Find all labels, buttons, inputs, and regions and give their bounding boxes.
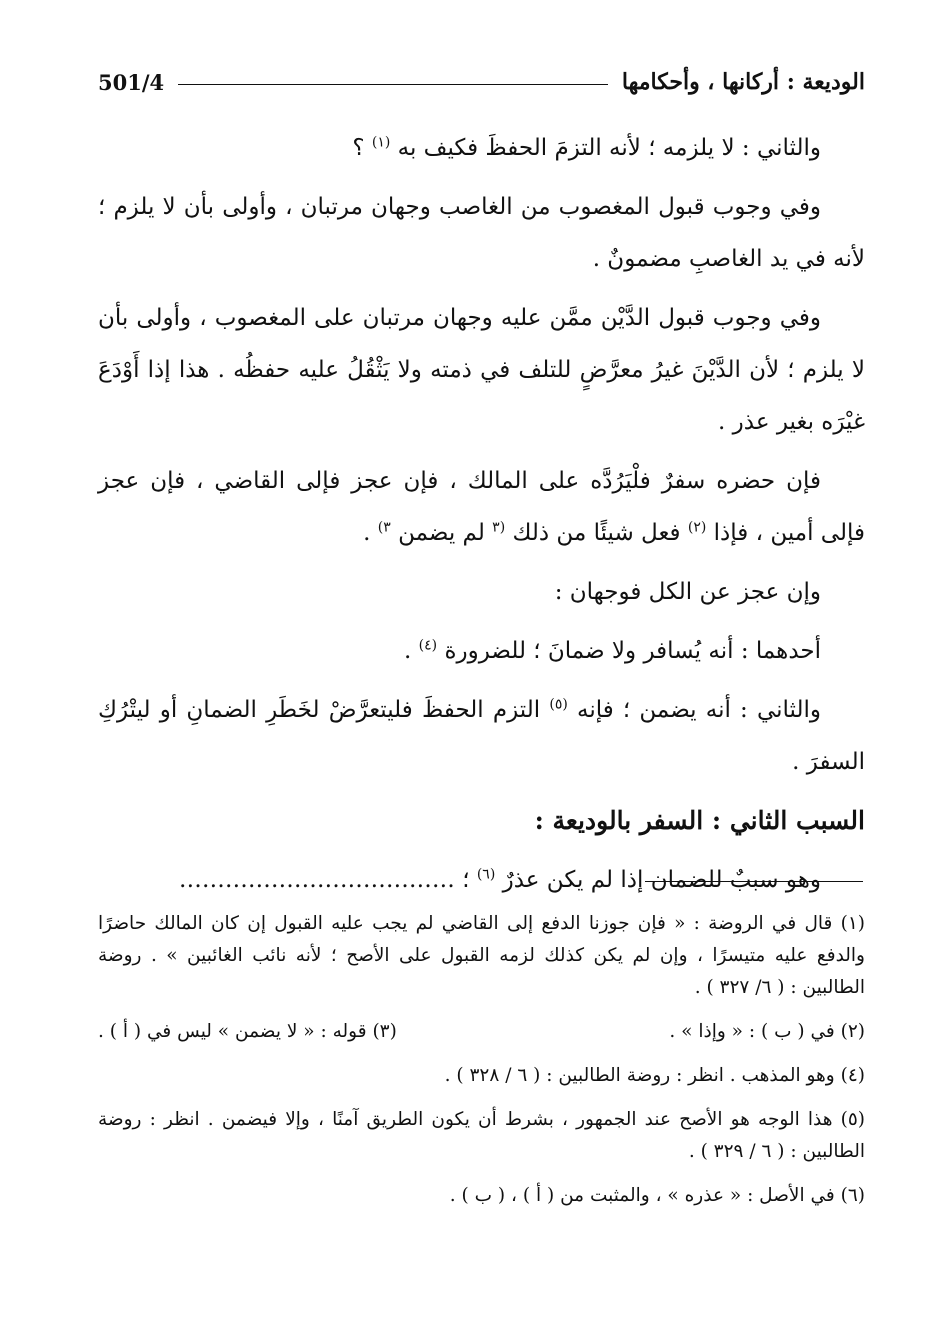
footnote-row-2-3 [98,1016,865,1048]
footnote-2: (٢) في ( ب ) : « وإذا » . [669,1021,865,1042]
footnote-ref-3-close: ٣) [377,519,391,536]
footnote-ref-3-open: (٣ [492,519,506,536]
footnote-ref-4: (٤) [418,637,438,654]
paragraph-4: فإن حضره سفرٌ فلْيَرُدَّه على المالك ، فإن عجز فإلى القاضي ، فإن عجز فإلى أمين ، فإذا $^{(٢)}$ فعل شيئًا من ذلك $^{(٣}$ لم يضمن $^{٣)}$ . [98,468,865,546]
footnote-ref-6: (٦) [476,866,496,883]
footnote-4: (٤) وهو المذهب . انظر : روضة الطالبين : ( ٦ / ٣٢٨ ) . [444,1065,865,1086]
chapter-title: الوديعة : أركانها ، وأحكامها [621,69,865,95]
footnote-separator [645,881,863,882]
header-rule [178,84,608,85]
footnote-ref-1: (١) [371,134,391,151]
paragraph-8: وهو سببٌ للضمان إذا لم يكن عذرٌ $^{(٦)}$ ؛ ……………………………… [178,866,821,893]
paragraph-6: أحدهما : أنه يُسافر ولا ضمانَ ؛ للضرورة $^{(٤)}$ . [404,637,821,664]
footnotes [98,908,865,1224]
paragraph-5: وإن عجز عن الكل فوجهان : [554,579,821,605]
footnote-6: (٦) في الأصل : « عذره » ، والمثبت من ( أ ) ، ( ب ) . [449,1185,865,1206]
paragraph-2: وفي وجوب قبول المغصوب من الغاصب وجهان مرتبان ، وأولى بأن لا يلزم ؛ لأنه في يد الغاصبِ مضمونٌ . [98,194,865,272]
footnote-ref-5: (٥) [549,696,568,713]
running-header [98,62,865,102]
footnote-ref-2: (٢) [687,519,707,536]
paragraph-1: والثاني : لا يلزمه ؛ لأنه التزمَ الحفظَ فكيف به $^{(١)}$ ؟ [352,134,821,161]
footnote-3: (٣) قوله : « لا يضمن » ليس في ( أ ) . [98,1021,397,1042]
paragraph-7: والثاني : أنه يضمن ؛ فإنه $^{(٥)}$ التزم الحفظَ فليتعرَّضْ لخَطَرِ الضمانِ أو ليتْرُكِ السفرَ . [98,696,865,775]
ellipsis-dots: ……………………………… [178,867,455,893]
section-heading: السبب الثاني : السفر بالوديعة : [534,806,865,835]
main-text [98,122,865,913]
paragraph-3: وفي وجوب قبول الدَّيْن ممَّن عليه وجهان مرتبان على المغصوب ، وأولى بأن لا يلزم ؛ لأن الدَّيْنَ غيرُ معرَّضٍ للتلف في ذمته ولا يَثْقُلُ عليه حفظُه . هذا إذا أَوْدَعَ غيْرَه بغير عذر . [98,305,865,435]
footnote-1: (١) قال في الروضة : « فإن جوزنا الدفع إلى القاضي لم يجب عليه القبول إن كان المالك حاضرًا والدفع عليه متيسرًا ، وإن لم يكن كذلك لزمه القبول على الأصح ؛ لأنه نائب الغائبين » . روضة الطالبين : ( ٦/ ٣٢٧ ) . [98,913,865,998]
page-reference: 501/4 [98,69,165,95]
footnote-5: (٥) هذا الوجه هو الأصح عند الجمهور ، بشرط أن يكون الطريق آمنًا ، وإلا فيضمن . انظر : روضة الطالبين : ( ٦ / ٣٢٩ ) . [98,1109,865,1162]
